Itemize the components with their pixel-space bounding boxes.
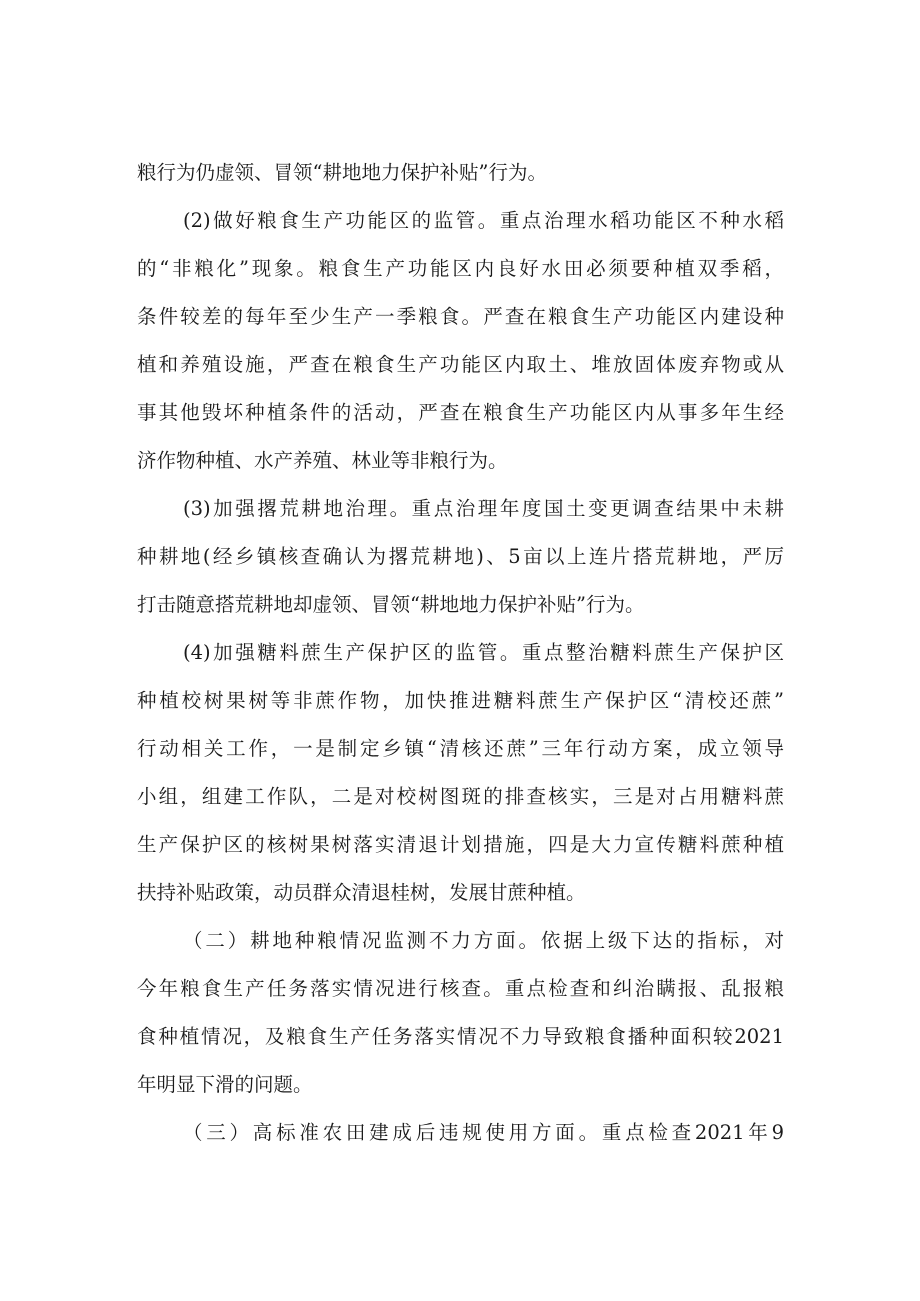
text-line: 种耕地(经乡镇核查确认为撂荒耕地)、5亩以上连片搭荒耕地，严厉	[137, 545, 784, 568]
text-line: 小组，组建工作队，二是对校树图斑的排查核实，三是对占用糖料蔗	[137, 785, 784, 808]
text-line: 食种植情况，及粮食生产任务落实情况不力导致粮食播种面积较2021	[137, 1025, 784, 1048]
section-heading-line: （三）高标准农田建成后违规使用方面。重点检查2021年9	[183, 1121, 784, 1144]
text-line: 今年粮食生产任务落实情况进行核查。重点检查和纠治瞒报、乱报粮	[137, 977, 784, 1000]
text-line: 行动相关工作，一是制定乡镇“清核还蔗”三年行动方案，成立领导	[137, 737, 784, 760]
section-heading-line: （二）耕地种粮情况监测不力方面。依据上级下达的指标，对	[183, 929, 784, 952]
text-line: 粮行为仍虚领、冒领“耕地地力保护补贴”行为。	[137, 161, 547, 184]
paragraph-heading-line: (2)做好粮食生产功能区的监管。重点治理水稻功能区不种水稻	[183, 209, 784, 232]
text-line: 年明显下滑的问题。	[137, 1073, 313, 1096]
text-line: 事其他毁坏种植条件的活动，严查在粮食生产功能区内从事多年生经	[137, 401, 784, 424]
text-line: 的“非粮化”现象。粮食生产功能区内良好水田必须要种植双季稻，	[137, 257, 784, 280]
paragraph-heading-line: (4)加强糖料蔗生产保护区的监管。重点整治糖料蔗生产保护区	[183, 641, 784, 664]
text-line: 打击随意搭荒耕地却虚领、冒领“耕地地力保护补贴”行为。	[137, 593, 645, 616]
text-line: 条件较差的每年至少生产一季粮食。严查在粮食生产功能区内建设种	[137, 305, 784, 328]
text-line: 种植校树果树等非蔗作物，加快推进糖料蔗生产保护区“清校还蔗”	[137, 689, 784, 712]
text-line: 生产保护区的核树果树落实清退计划措施，四是大力宣传糖料蔗种植	[137, 833, 784, 856]
text-line: 扶持补贴政策，动员群众清退桂树，发展甘蔗种植。	[137, 881, 586, 904]
text-line: 济作物种植、水产养殖、林业等非粮行为。	[137, 449, 508, 472]
paragraph-heading-line: (3)加强撂荒耕地治理。重点治理年度国土变更调查结果中未耕	[183, 497, 784, 520]
text-line: 植和养殖设施，严查在粮食生产功能区内取土、堆放固体废弃物或从	[137, 353, 784, 376]
